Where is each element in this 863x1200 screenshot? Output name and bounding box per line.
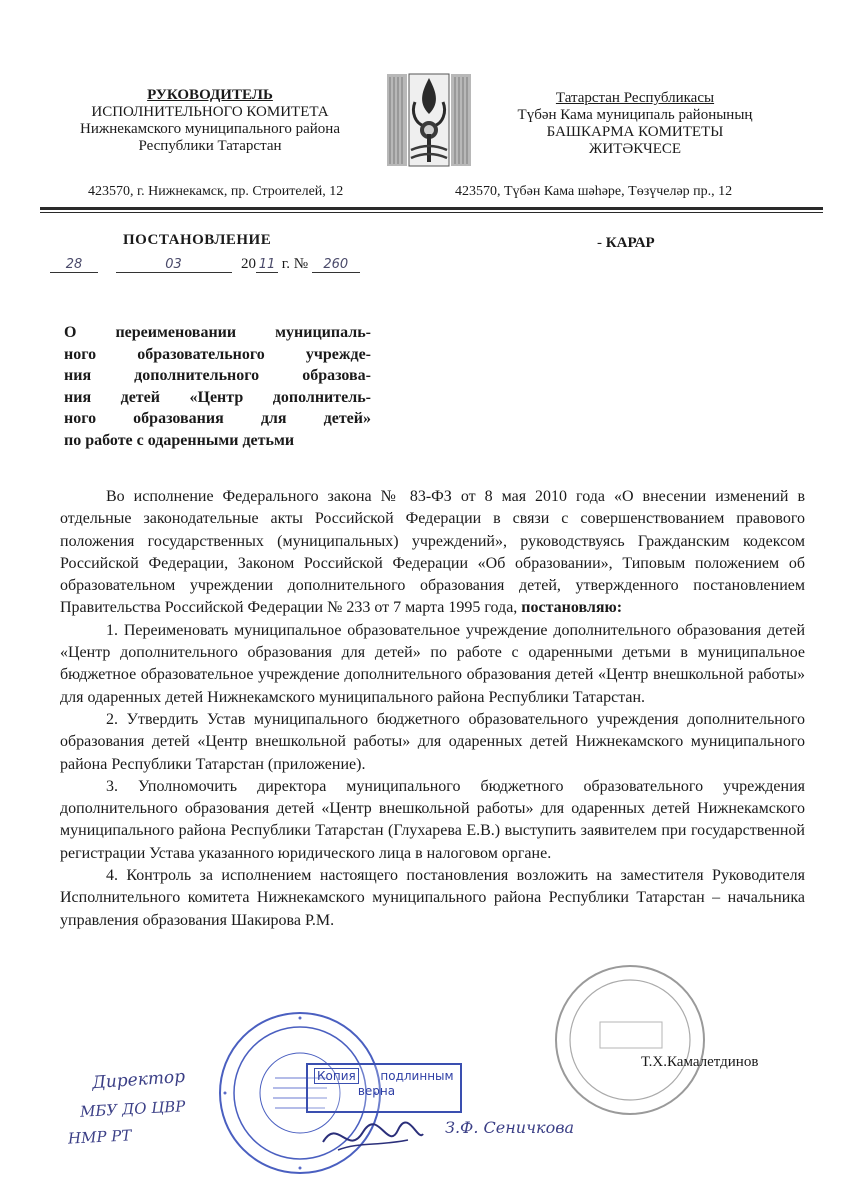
doc-title-right-text: КАРАР [605,235,655,251]
handwritten-name: З.Ф. Сеничкова [445,1118,575,1137]
date-year-end: г. № [281,256,309,272]
date-month: 03 [116,257,232,273]
handwritten-signature [318,1112,428,1162]
coat-of-arms-emblem [385,72,473,172]
header-divider-thin [40,212,823,213]
date-year-suffix: 11 [256,257,278,273]
subject-line: ния детей «Центр дополнитель- [64,388,371,406]
subject-line: ного образования для детей» [64,410,371,427]
item-paragraph: 4. Контроль за исполнением настоящего постановления возложить на заместителя Руководителя Исполнительного комитета Нижнекамского муниципального района Республики Татарстан – начальника управления образования Шакирова Р.М. [60,867,805,929]
doc-title-left: ПОСТАНОВЛЕНИЕ [123,232,272,248]
copy-certification-stamp [306,1063,462,1113]
address-right: 423570, Түбән Кама шәһәре, Төзүчеләр пр., 12 [455,184,733,199]
header-left-line-4: Республики Татарстан [138,138,282,154]
header-left-line-3: Нижнекамского муниципального района [79,121,340,137]
doc-title-right: - КАРАР [597,235,655,251]
preamble-paragraph [60,486,805,620]
item-paragraph: 1. Переименовать муниципальное образовательное учреждение дополнительного образования детей «Центр дополнительного образования для детей» по работе с одаренными детьми в муниципальное бюджетное образовательное учреждение дополнительного образования детей «Центр внешкольной работы» для одаренных детей Нижнекамского муниципального района Республики Татарстан. [60,621,805,706]
decree-word: постановляю: [521,599,623,617]
date-year-prefix: 20 [241,256,256,272]
header-left-line-1: РУКОВОДИТЕЛЬ [147,87,273,103]
header-divider [40,207,823,210]
header-left-line-2: ИСПОЛНИТЕЛЬНОГО КОМИТЕТА [91,104,329,120]
header-left [40,87,380,155]
subject-line: по работе с одаренными детьми [64,431,295,449]
header-right-line-2: Түбән Кама муниципаль районының [517,107,753,123]
subject-line: ного образовательного учрежде- [64,345,371,363]
header-right [470,90,800,158]
handwritten-note-line-3: НМР РТ [67,1126,132,1148]
header-right-line-4: ЖИТӘКЧЕСЕ [588,141,682,157]
document-number: 260 [312,257,360,273]
signer-name: Т.Х.Камалетдинов [641,1054,759,1070]
subject-line: ния дополнительного образова- [64,367,371,384]
copy-stamp-word-2: подлинным [380,1069,454,1083]
document-subject [64,322,371,451]
address-left: 423570, г. Нижнекамск, пр. Строителей, 12 [88,184,344,199]
copy-stamp-word-3: верна [357,1084,396,1098]
preamble-text: Во исполнение Федерального закона № 83-ФЗ от 8 мая 2010 года «О внесении изменений в отдельные законодательные акты Российской Федерации в связи с совершенствованием правового положения государственных (муниципальных) учреждений», руководствуясь Гражданским кодексом Российской Федерации, Законом Российской Федерации «Об образовании», Типовым положением об образовательном учреждении дополнительного образования детей, утвержденного постановлением Правительства Российской Федерации № 233 от 7 марта 1995 года, [60,488,805,617]
handwritten-note-line-1: Директор [91,1066,186,1094]
handwritten-note-line-2: МБУ ДО ЦВР [79,1097,186,1121]
header-right-line-3: БАШКАРМА КОМИТЕТЫ [546,124,724,140]
subject-line: О переименовании муниципаль- [64,324,371,341]
document-body [60,486,805,932]
item-paragraph: 3. Уполномочить директора муниципального бюджетного образовательного учреждения дополнительного образования детей «Центр внешкольной работы» для одаренных детей Нижнекамского муниципального района Республики Татарстан (Глухарева Е.В.) выступить заявителем при государственной регистрации Устава указанного юридического лица в налоговом органе. [60,777,805,862]
item-paragraph: 2. Утвердить Устав муниципального бюджетного образовательного учреждения дополнительного образования детей «Центр внешкольной работы» для одаренных детей Нижнекамского муниципального района Республики Татарстан (приложение). [60,710,805,773]
header-right-line-1: Татарстан Республикасы [555,90,715,106]
date-day: 28 [50,257,98,273]
copy-stamp-word: Копия [314,1068,359,1084]
round-seal-faint [545,960,715,1120]
date-number-line [50,256,360,273]
